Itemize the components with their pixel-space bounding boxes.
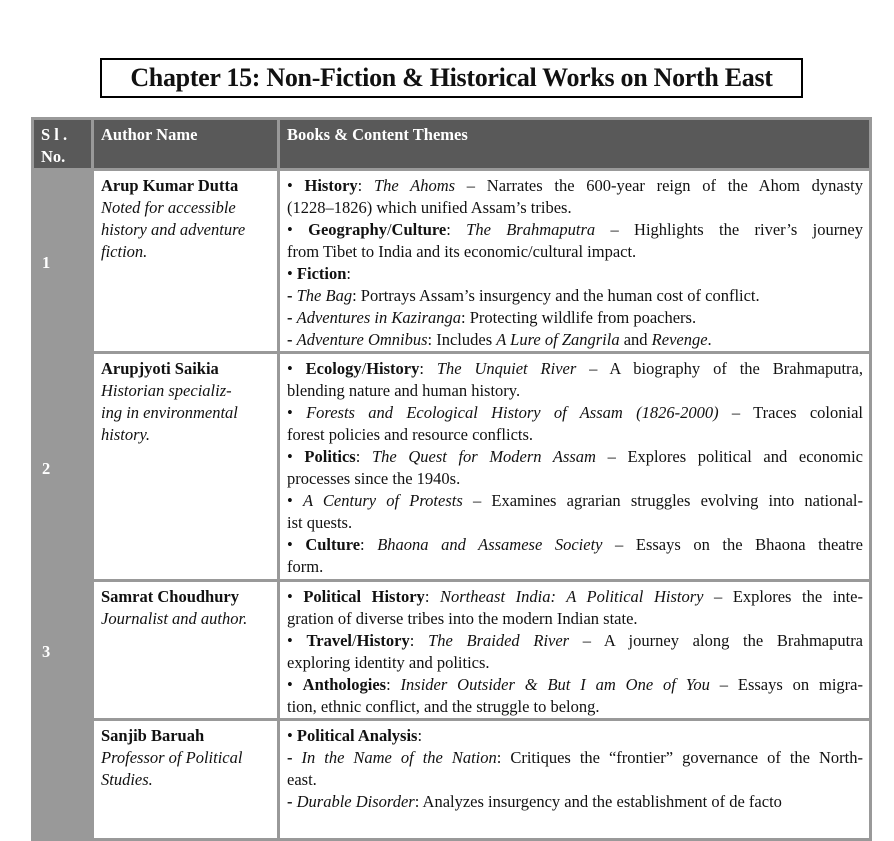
table-row [33, 720, 871, 840]
content-text: tion, ethnic conflict, and the struggle to belong. [287, 697, 600, 716]
content-line [287, 241, 863, 263]
content-text: : [386, 675, 401, 694]
book-title: The Unquiet River [436, 359, 577, 378]
table-row [33, 170, 871, 353]
content-line [287, 586, 863, 608]
serial-number [33, 720, 93, 840]
content-line [287, 175, 863, 197]
content-text: – Explores political and economic [595, 447, 864, 466]
book-title: Adventure Omnibus [296, 330, 428, 349]
book-title: Northeast India: A Political History [439, 587, 704, 606]
content-text: : [419, 359, 437, 378]
book-title: Durable Disorder [296, 792, 415, 811]
content-text: form. [287, 557, 324, 576]
theme-label: - [287, 308, 297, 327]
content-text: : Includes [427, 330, 497, 349]
content-line [287, 307, 863, 329]
content-text: processes since the 1940s. [287, 469, 461, 488]
content-line [287, 512, 863, 534]
author-name: Samrat Choudhury [101, 587, 239, 606]
author-description: Historian specializ- [101, 381, 232, 400]
content-text: • [287, 359, 306, 378]
content-line [287, 358, 863, 380]
content-line [287, 329, 863, 351]
theme-label: Culture [391, 220, 447, 239]
content-text: ist quests. [287, 513, 353, 532]
author-cell [93, 581, 279, 720]
content-line [287, 791, 863, 813]
content-text: / [361, 359, 367, 378]
content-line [287, 446, 863, 468]
books-cell [279, 720, 871, 840]
book-title: The Bag [296, 286, 353, 305]
theme-label: Fiction [296, 264, 347, 283]
content-text: and [619, 330, 652, 349]
content-line [287, 608, 863, 630]
content-text: gration of diverse tribes into the modern Indian state. [287, 609, 638, 628]
author-description: fiction. [101, 242, 148, 261]
theme-label: Culture [305, 535, 361, 554]
book-title: The Braided River [428, 631, 570, 650]
book-title: The Ahoms [373, 176, 456, 195]
content-text: • [287, 264, 297, 283]
book-title: The Brahmaputra [466, 220, 596, 239]
theme-label: History [366, 359, 420, 378]
content-line [287, 696, 863, 718]
chapter-title: Chapter 15: Non-Fiction & Historical Works on North East [100, 58, 803, 98]
content-line [287, 630, 863, 652]
content-text: : [417, 726, 423, 745]
content-line [287, 402, 863, 424]
content-text: east. [287, 770, 317, 789]
content-text: (1228–1826) which unified Assam’s tribes. [287, 198, 572, 217]
content-text: – Traces colonial [718, 403, 863, 422]
author-cell [93, 720, 279, 840]
content-text: • [287, 176, 305, 195]
content-text: – Explores the inte- [703, 587, 863, 606]
theme-label: Political History [303, 587, 425, 606]
content-line [287, 769, 863, 791]
header-sl-no: S l . No. [33, 119, 93, 170]
table-row [33, 581, 871, 720]
content-text: – Highlights the river’s journey [595, 220, 864, 239]
content-text: • [287, 447, 305, 466]
content-text: • [287, 631, 307, 650]
content-text: : Critiques the “frontier” governance of the North- [496, 748, 863, 767]
author-description: ing in environmental [101, 403, 238, 422]
content-text: / [386, 220, 392, 239]
table-row [33, 353, 871, 581]
content-line [287, 219, 863, 241]
book-title: Adventures in Kaziranga [296, 308, 462, 327]
content-line [287, 468, 863, 490]
book-title: Bhaona and Assamese Society [377, 535, 603, 554]
book-title: Forests and Ecological History of Assam (1826-2000) [306, 403, 719, 422]
theme-label: History [304, 176, 358, 195]
serial-number: 1 [33, 170, 93, 353]
content-line [287, 725, 863, 747]
content-line [287, 556, 863, 578]
theme-label: Politics [304, 447, 356, 466]
header-books-themes: Books & Content Themes [279, 119, 871, 170]
theme-label: Anthologies [302, 675, 387, 694]
content-line [287, 263, 863, 285]
content-text: / [352, 631, 357, 650]
book-title: A Century of Protests [302, 491, 463, 510]
content-line [287, 424, 863, 446]
author-description: Studies. [101, 770, 153, 789]
content-text: : [424, 587, 440, 606]
content-text: – Essays on migra- [709, 675, 863, 694]
theme-label: - [287, 330, 297, 349]
content-text: – A journey along the Brahmaputra [569, 631, 864, 650]
content-line [287, 380, 863, 402]
theme-label: - [287, 748, 302, 767]
content-line [287, 534, 863, 556]
content-text: exploring identity and politics. [287, 653, 490, 672]
table-header-row [33, 119, 871, 170]
content-line [287, 285, 863, 307]
serial-number: 2 [33, 353, 93, 581]
content-text: • [287, 535, 306, 554]
author-cell [93, 170, 279, 353]
book-title: The Quest for Modern Assam [371, 447, 596, 466]
author-description: Professor of Political [101, 748, 243, 767]
books-cell [279, 170, 871, 353]
author-description: history and adventure [101, 220, 246, 239]
theme-label: History [356, 631, 410, 650]
content-text: : [360, 535, 378, 554]
content-text: • [287, 491, 303, 510]
author-cell [93, 353, 279, 581]
book-title: Revenge [651, 330, 708, 349]
content-line [287, 197, 863, 219]
theme-label: Ecology [305, 359, 362, 378]
content-line [287, 490, 863, 512]
content-text: : [355, 447, 372, 466]
authors-table [31, 117, 872, 841]
book-title: A Lure of Zangrila [496, 330, 620, 349]
theme-label: Travel [306, 631, 352, 650]
content-text: blending nature and human history. [287, 381, 521, 400]
theme-label: - [287, 792, 297, 811]
header-author-name: Author Name [93, 119, 279, 170]
content-text: – Examines agrarian struggles evolving into national- [462, 491, 864, 510]
content-text: : Portrays Assam’s insurgency and the human cost of conflict. [352, 286, 760, 305]
content-text: • [287, 587, 304, 606]
content-text: • [287, 220, 309, 239]
content-text: : [357, 176, 374, 195]
author-description: Journalist and author. [101, 609, 248, 628]
content-text: : Analyzes insurgency and the establishment of de facto [414, 792, 782, 811]
content-text: – A biography of the Brahmaputra, [576, 359, 863, 378]
content-text: : [409, 631, 429, 650]
content-text: • [287, 403, 307, 422]
serial-number: 3 [33, 581, 93, 720]
author-name: Sanjib Baruah [101, 726, 205, 745]
content-text: – Narrates the 600-year reign of the Ahom dynasty [455, 176, 863, 195]
content-text: • [287, 726, 297, 745]
theme-label: - [287, 286, 297, 305]
content-line [287, 747, 863, 769]
books-cell [279, 353, 871, 581]
content-text: : Protecting wildlife from poachers. [461, 308, 697, 327]
author-name: Arup Kumar Dutta [101, 176, 239, 195]
content-text: – Essays on the Bhaona theatre [602, 535, 863, 554]
book-title: Insider Outsider & But I am One of You [400, 675, 710, 694]
author-description: history. [101, 425, 151, 444]
author-description: Noted for accessible [101, 198, 236, 217]
content-line [287, 652, 863, 674]
content-text: • [287, 675, 303, 694]
book-title: In the Name of the Nation [301, 748, 497, 767]
content-text: : [346, 264, 351, 283]
content-line [287, 674, 863, 696]
theme-label: Geography [308, 220, 387, 239]
content-text: forest policies and resource conflicts. [287, 425, 534, 444]
content-text: from Tibet to India and its economic/cultural impact. [287, 242, 637, 261]
content-text: . [707, 330, 712, 349]
theme-label: Political Analysis [296, 726, 418, 745]
content-text: : [446, 220, 467, 239]
author-name: Arupjyoti Saikia [101, 359, 219, 378]
books-cell [279, 581, 871, 720]
